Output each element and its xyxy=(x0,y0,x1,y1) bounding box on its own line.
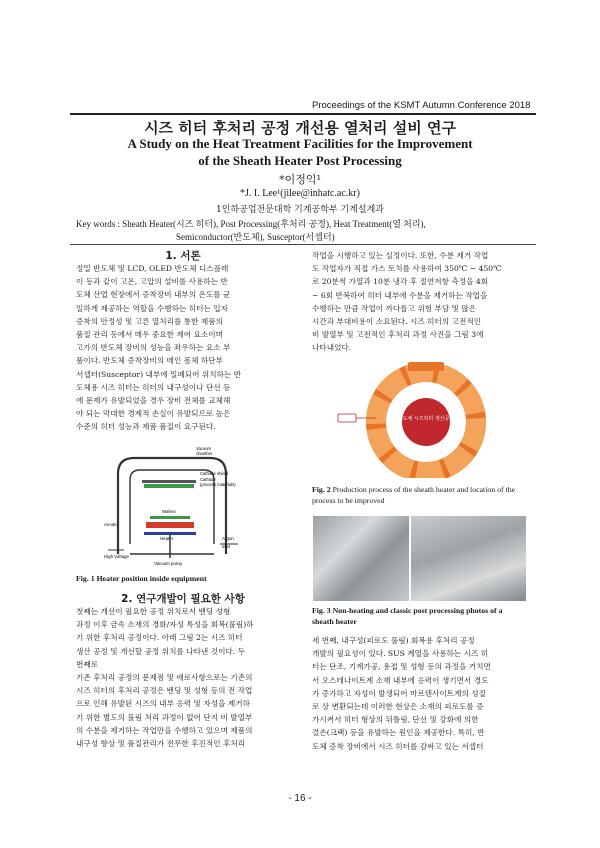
right-top-line: 시간과 부대비용이 소요된다. 시즈 히터의 고전적인 xyxy=(312,317,482,327)
section1-line: 품질 관리 등에서 매우 중요한 제어 요소이며 xyxy=(76,330,224,340)
label-chamber: chamber xyxy=(196,451,213,456)
process-title-tab xyxy=(408,362,444,371)
section2-line: 의 수분을 제거하는 작업만을 수행하고 있으며 제품의 xyxy=(76,725,253,735)
section2-line: 번째로 xyxy=(76,659,99,669)
title-english-line1: A Study on the Heat Treatment Facilities for the Improvement xyxy=(127,136,473,151)
figure3-caption xyxy=(312,605,526,627)
section1-line: 도체용 시즈 히터는 히터의 내구성이나 단선 등 xyxy=(76,382,231,392)
figure1-svg xyxy=(100,444,245,568)
right-bottom-line: 세 번째, 내구성(피로도 풀림) 회복용 후처리 공정 xyxy=(312,636,475,645)
author-korean: *이정익¹ xyxy=(279,173,321,186)
figure3-photo-right xyxy=(411,516,526,601)
heater-block xyxy=(146,522,194,528)
label-cathode: Cathode xyxy=(200,477,216,482)
anode-plate xyxy=(144,532,196,535)
figure2-diagram xyxy=(336,360,506,478)
right-bottom-line: 로 상 변환되는데 이러한 현상은 소재의 피로도를 증 xyxy=(312,702,484,712)
right-top-line: 나타내었다. xyxy=(312,343,352,353)
section1-line: 정밀 반도체 및 LCD, OLED 반도체 디스플레 xyxy=(76,264,229,273)
keywords-line1: Key words : Sheath Heater(시즈 히터), Post Processing(후처리 공정), Heat Treatment(열 처리), xyxy=(76,219,426,229)
right-bottom-body xyxy=(312,634,526,753)
process-center xyxy=(402,398,450,446)
cathode-plate xyxy=(144,484,194,488)
section1-line: 일하게 제공하는 역할을 수행하는 히터는 입자 xyxy=(76,303,228,313)
label-anode: Anode xyxy=(104,522,117,527)
section2-line: 기 위한 별도의 풀림 처리 과정이 없어 단지 비 발열부 xyxy=(76,712,253,722)
right-top-line: 도 작업자가 직접 가스 토치를 사용하여 350℃ ~ 450℃ xyxy=(312,264,502,274)
section2-line: 내구성 향상 및 품질관리가 전무한 후진적인 후처리 xyxy=(76,739,246,749)
author-english: *J. I. Lee¹(jilee@inhatc.ac.kr) xyxy=(240,188,360,199)
section2-line: 과정 이후 금속 소재의 경화/자성 특성을 회복(풀림)하 xyxy=(76,620,254,630)
right-top-body xyxy=(312,249,526,355)
section1-heading: 1. 서론 xyxy=(165,250,201,262)
section1-line: 도체 산업 현장에서 증착장비 내부의 온도를 균 xyxy=(76,290,231,300)
figure1-caption-label: Fig. 1 xyxy=(76,574,95,583)
right-bottom-line: 가 증가하고 자성이 발생되어 마르텐사이트계의 성질 xyxy=(312,688,486,698)
section1-line: 증착의 안정성 및 고른 열처리를 통한 제품의 xyxy=(76,316,224,326)
right-top-line: 비 발열부 및 고전적인 후처리 과정 사진을 그림 3에 xyxy=(312,330,484,340)
figure2-caption-text: Production process of the sheath heater and location of the process to be improved xyxy=(312,485,516,505)
figure3-caption-text: Non-heating and classic post processing photos of a sheath heater xyxy=(312,606,503,626)
right-bottom-line: 서 오스테나이트계 소재 내부에 응력이 생기면서 경도 xyxy=(312,675,489,685)
wafers xyxy=(150,516,190,519)
figure3-photo-left xyxy=(313,516,409,601)
section2-line: 생산 공정 및 개선할 공정 위치를 나타낸 것이다. 두 xyxy=(76,646,246,656)
section1-line: 고가의 반도체 장비의 성능을 좌우하는 요소 부 xyxy=(76,343,231,353)
section2-body xyxy=(76,605,290,750)
right-bottom-line: 가시켜서 히터 형상의 뒤틀림, 단선 및 강화에 의한 xyxy=(312,715,479,725)
figure2-caption-label: Fig. 2 xyxy=(312,485,331,494)
right-top-line: 로 20분씩 가열과 10분 냉각 후 절연저항 측정을 4회 xyxy=(312,277,489,287)
section2-line: 기존 후처리 공정의 문제점 및 애로사항으로는 기존의 xyxy=(76,673,253,683)
section2-line: 첫째는 개선이 필요한 공정 위치로서 밴딩 성형 xyxy=(76,607,231,616)
right-bottom-line: 개발의 필요성이 있다. SUS 계열을 사용하는 시즈 히 xyxy=(312,649,489,659)
improve-marker xyxy=(338,414,356,422)
keywords xyxy=(76,218,526,244)
section1-line: 수준의 히터 성능과 제품 품질이 요구된다. xyxy=(76,422,216,432)
label-vacuum-pump: Vacuum pump xyxy=(154,561,182,566)
section1-line: 서셉터(Susceptor) 내부에 밀폐되어 위치하는 반 xyxy=(76,369,242,379)
label-process-materials: (process materials) xyxy=(200,482,236,487)
label-vacuum: Vacuum xyxy=(196,446,212,451)
affiliation: 1인하공업전문대학 기계공학부 기계설계과 xyxy=(216,205,384,215)
section2-heading: 2. 연구개발이 필요한 사항 xyxy=(121,593,245,605)
right-top-line: ~ 6회 반복하여 히터 내부에 수분을 제거하는 작업을 xyxy=(312,290,488,300)
right-bottom-line: 도체 증착 장비에서 시즈 히터를 감싸고 있는 서셉터 xyxy=(312,741,484,751)
figure1-diagram xyxy=(100,444,245,568)
label-argon: Argon xyxy=(222,536,234,541)
figure1-caption xyxy=(76,573,290,584)
running-head: Proceedings of the KSMT Autumn Conference 2018 xyxy=(312,100,531,111)
figure3-caption-label: Fig. 3 xyxy=(312,606,331,615)
section1-body xyxy=(76,262,290,434)
title-korean: 시즈 히터 후처리 공정 개선용 열처리 설비 연구 xyxy=(144,119,456,137)
section1-line: 야 되는 막대한 경제적 손실이 유발되므로 높은 xyxy=(76,409,231,419)
keywords-rule xyxy=(70,244,536,245)
section1-line: 에 문제가 유발되었을 경우 장비 전체를 교체해 xyxy=(76,396,231,406)
figure2-svg xyxy=(336,360,506,478)
label-wafers: Wafers xyxy=(162,509,176,514)
section2-line: 으로 인해 유발된 시즈의 내부 응력 및 자성을 제거하 xyxy=(76,699,250,709)
right-top-line: 수행하는 만큼 작업이 까다롭고 위험 부담 및 많은 xyxy=(312,303,477,313)
page-number: - 16 - xyxy=(288,793,312,804)
right-bottom-line: 터는 단조, 기계가공, 용접 및 성형 등의 과정을 거치면 xyxy=(312,662,491,672)
right-top-line: 작업을 시행하고 있는 실정이다. 또한, 수분 제거 작업 xyxy=(312,251,489,260)
process-center-text: 반도체 시즈히터 생산공정 xyxy=(397,416,455,422)
label-heater: Heater xyxy=(160,536,174,541)
label-high-voltage: High Voltage xyxy=(104,554,129,559)
header-rule xyxy=(70,113,536,115)
label-cathode-shield: Cathode shield xyxy=(200,471,228,476)
section2-line: 시즈 히터의 후처리 공정은 밴딩 및 성형 등의 전 작업 xyxy=(76,686,253,696)
figure2-caption xyxy=(312,484,526,506)
section2-line: 기 위한 후처리 공정이다. 아래 그림 2는 시즈 히터 xyxy=(76,633,243,643)
section1-line: 품이다. 반도체 증착장비의 메인 몸체 하단부 xyxy=(76,356,224,366)
keywords-line2: Semiconductor(반도체), Susceptor(서셉터) xyxy=(176,232,335,242)
section1-line: 이 등과 같이 고온, 고압의 설비를 사용하는 반 xyxy=(76,277,228,287)
title-english-line2: of the Sheath Heater Post Processing xyxy=(198,153,402,168)
label-inlet: inlet xyxy=(222,544,231,549)
cathode-shield xyxy=(142,480,196,483)
figure1-caption-text: Heater position inside equipment xyxy=(94,574,207,583)
right-bottom-line: 결손(크랙) 등을 유발하는 원인을 제공한다. 특히, 반 xyxy=(312,728,485,738)
